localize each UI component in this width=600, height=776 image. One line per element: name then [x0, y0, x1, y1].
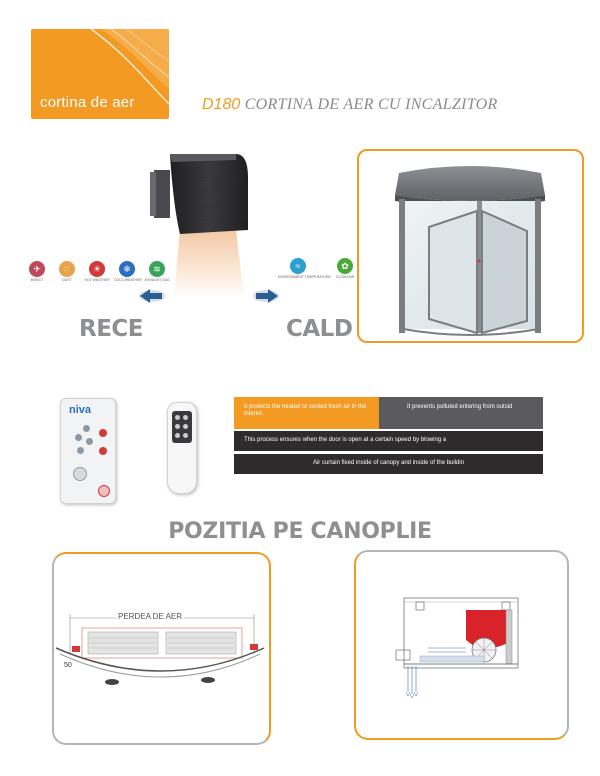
product-name: CORTINA DE AER CU INCALZITOR — [244, 96, 498, 113]
warm-mode-label: CALD — [286, 316, 353, 342]
clean-air-icon: ✿ — [337, 258, 353, 274]
feature-cold-weather — [114, 261, 140, 282]
canopy-section-diagram-frame — [354, 550, 569, 740]
feature-hot-weather — [84, 261, 110, 282]
exhaust-gas-icon: ≋ — [149, 261, 165, 277]
feature-label: COLD WEATHER — [114, 278, 142, 282]
info-fixed: Air curtain fixed inside of canopy and inside of the buildin — [234, 454, 543, 474]
feature-exhaust-gas — [144, 261, 170, 282]
feature-label: DUST — [62, 278, 72, 282]
feature-label: ENVIRONMENT TEMPERATURE — [278, 275, 331, 279]
arrow-right-icon — [252, 286, 282, 304]
canopy-front-diagram-frame — [52, 552, 271, 745]
page-title — [202, 96, 498, 114]
canopy-section-diagram — [356, 552, 567, 738]
feature-clean-air — [332, 258, 358, 279]
brand-logo — [31, 29, 169, 119]
info-prevents: It prevents polluted entering from outsid — [379, 397, 543, 429]
features-right-row — [278, 258, 358, 279]
feature-label: HOT WEATHER — [84, 278, 110, 282]
canopy-front-diagram — [54, 554, 269, 743]
info-process: This process ensures when the door is open at a certain speed by blowing a — [234, 431, 543, 451]
controller-power-button — [99, 429, 107, 437]
controller-sensor — [73, 467, 87, 481]
remote-keypad — [172, 411, 192, 443]
snowflake-icon: ❄ — [119, 261, 135, 277]
revolving-door-image — [359, 151, 582, 341]
controller-brand: niva — [69, 404, 92, 416]
controller-button — [77, 447, 84, 454]
controller-indicator — [98, 485, 110, 497]
controller-button — [83, 425, 90, 432]
handheld-remote — [167, 402, 197, 494]
revolving-door-photo-frame — [357, 149, 584, 343]
controller-button — [86, 438, 93, 445]
section-heading: POZITIA PE CANOPLIE — [168, 519, 432, 544]
temperature-icon: ≈ — [290, 258, 306, 274]
feature-temperature — [278, 258, 331, 279]
dust-icon: ⁙ — [59, 261, 75, 277]
feature-label: INSECT — [30, 278, 44, 282]
features-left-row — [24, 261, 170, 282]
controller-heat-button — [99, 447, 107, 455]
info-protects: It protects the heated or cooled fresh air in the interior. — [234, 397, 379, 429]
wall-controller — [60, 398, 116, 504]
hot-weather-icon: ☀ — [89, 261, 105, 277]
controller-button — [75, 434, 82, 441]
model-number: D180 — [202, 96, 241, 113]
feature-dust — [54, 261, 80, 282]
insect-icon: ✈ — [29, 261, 45, 277]
arrow-left-icon — [136, 286, 166, 304]
cold-mode-label: RECE — [79, 316, 144, 342]
air-curtain-label: PERDEA DE AER — [118, 612, 183, 621]
feature-insect — [24, 261, 50, 282]
feature-label: CLEAN AIR — [335, 275, 355, 279]
feature-label: EXHAUST GAS — [144, 278, 170, 282]
logo-text: cortina de aer — [40, 94, 135, 111]
dimension-label: 50 — [64, 662, 72, 669]
